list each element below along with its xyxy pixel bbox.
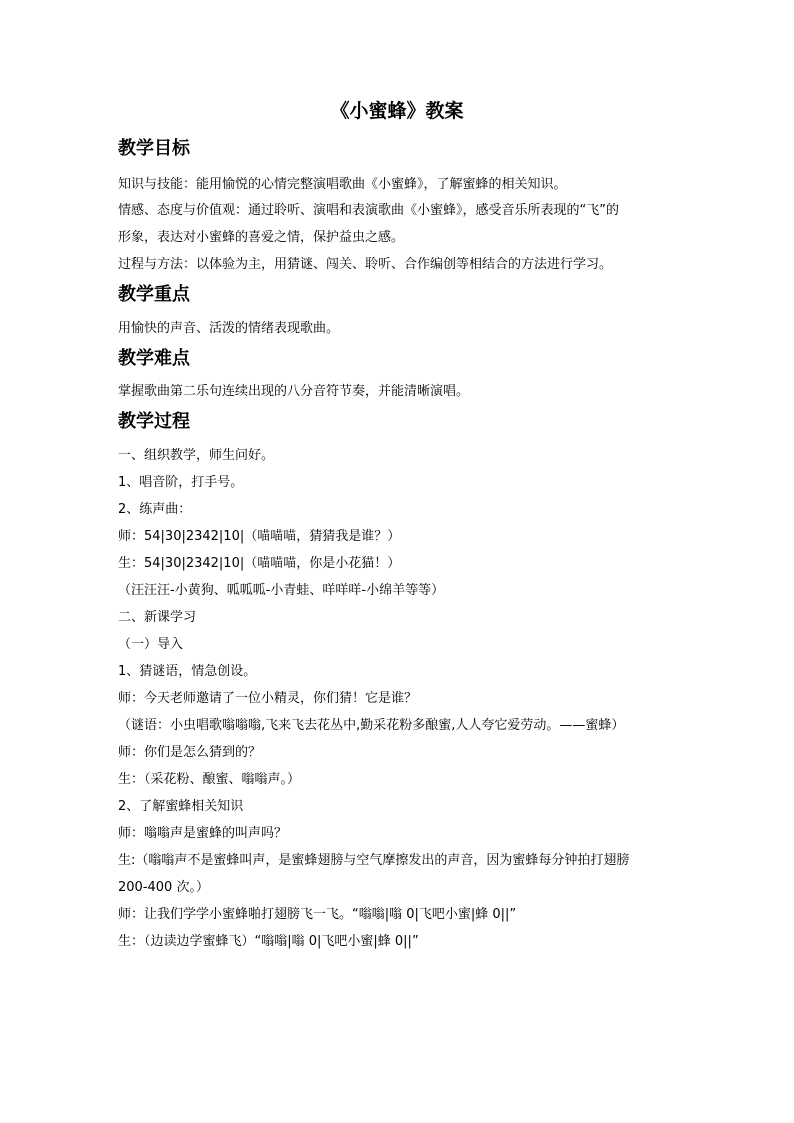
difficulties-line: 掌握歌曲第二乐句连续出现的八分音符节奏，并能清晰演唱。 bbox=[118, 384, 470, 399]
process-line: 师：让我们学学小蜜蜂啪打翅膀飞一飞。“嗡嗡|嗡 0|飞吧小蜜|蜂 0||” bbox=[118, 907, 517, 922]
process-line: （汪汪汪-小黄狗、呱呱呱-小青蛙、咩咩咩-小绵羊等等） bbox=[118, 583, 445, 598]
process-line: 2、练声曲： bbox=[118, 502, 192, 517]
goals-line: 过程与方法：以体验为主，用猜谜、闯关、聆听、合作编创等相结合的方法进行学习。 bbox=[118, 257, 613, 272]
process-line: 生：54|30|2342|10|（喵喵喵，你是小花猫！） bbox=[118, 556, 401, 571]
process-line: （一）导入 bbox=[118, 637, 184, 652]
process-line: 二、新课学习 bbox=[118, 610, 197, 625]
key-points-line: 用愉快的声音、活泼的情绪表现歌曲。 bbox=[118, 321, 340, 336]
process-line: 师：嗡嗡声是蜜蜂的叫声吗？ bbox=[118, 826, 288, 841]
process-line: 200-400 次。） bbox=[118, 880, 209, 895]
process-line: 2、了解蜜蜂相关知识 bbox=[118, 799, 244, 814]
goals-line: 形象，表达对小蜜蜂的喜爱之情，保护益虫之感。 bbox=[118, 230, 405, 245]
goals-line: 知识与技能：能用愉悦的心情完整演唱歌曲《小蜜蜂》，了解蜜蜂的相关知识。 bbox=[118, 177, 567, 192]
process-line: 师：今天老师邀请了一位小精灵，你们猜！它是谁？ bbox=[118, 691, 418, 706]
process-line: 一、组织教学，师生问好。 bbox=[118, 448, 275, 463]
section-heading-goals: 教学目标 bbox=[118, 138, 190, 159]
process-line: 师：你们是怎么猜到的？ bbox=[118, 745, 262, 760]
section-heading-key-points: 教学重点 bbox=[118, 284, 190, 305]
process-line: 生:（嗡嗡声不是蜜蜂叫声，是蜜蜂翅膀与空气摩擦发出的声音，因为蜜蜂每分钟拍打翅膀 bbox=[118, 853, 630, 868]
goals-line: 情感、态度与价值观：通过聆听、演唱和表演歌曲《小蜜蜂》，感受音乐所表现的“飞”的 bbox=[118, 203, 619, 218]
process-line: （谜语：小虫唱歌嗡嗡嗡,飞来飞去花丛中,勤采花粉多酿蜜,人人夸它爱劳动。——蜜蜂） bbox=[118, 718, 625, 733]
document-title: 《小蜜蜂》教案 bbox=[330, 100, 464, 122]
section-heading-process: 教学过程 bbox=[118, 411, 190, 432]
process-line: 生：（边读边学蜜蜂飞）“嗡嗡|嗡 0|飞吧小蜜|蜂 0||” bbox=[118, 934, 419, 949]
process-line: 1、唱音阶，打手号。 bbox=[118, 475, 244, 490]
process-line: 生：（采花粉、酿蜜、嗡嗡声。） bbox=[118, 772, 301, 787]
process-line: 师：54|30|2342|10|（喵喵喵，猜猜我是谁？） bbox=[118, 529, 401, 544]
section-heading-difficulties: 教学难点 bbox=[118, 348, 190, 369]
process-line: 1、猜谜语，情急创设。 bbox=[118, 664, 257, 679]
